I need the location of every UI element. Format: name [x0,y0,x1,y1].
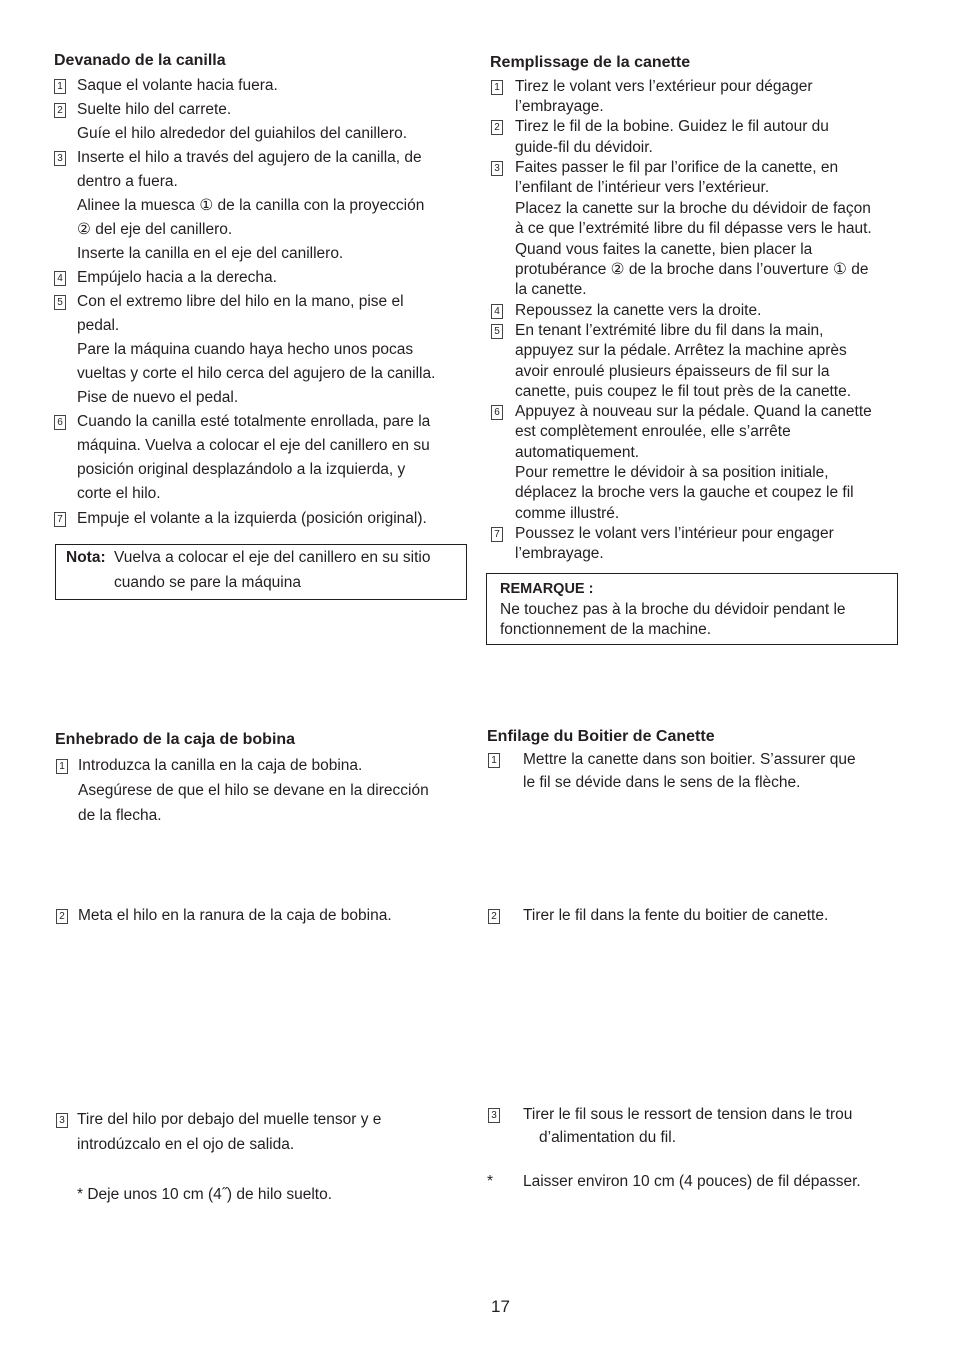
es-winding-step-2-number: 2 [54,103,66,118]
es-threading-step-1-text: Asegúrese de que el hilo se devane en la dirección [78,782,429,799]
fr-winding-step-1-text: Tirez le volant vers l’extérieur pour dégager [515,78,813,95]
fr-winding-step-4-number: 4 [491,304,503,319]
es-threading-step-2-text: Meta el hilo en la ranura de la caja de bobina. [78,907,392,924]
fr-winding-step-3-text: Placez la canette sur la broche du dévidoir de façon [515,200,871,217]
es-winding-step-3-text: Inserte la canilla en el eje del canillero. [77,245,344,262]
es-winding-step-1-number: 1 [54,79,66,94]
fr-winding-step-7-text: Poussez le volant vers l’intérieur pour engager [515,525,834,542]
es-winding-step-5-text: Con el extremo libre del hilo en la mano, pise el [77,293,404,310]
fr-threading-footnote: Laisser environ 10 cm (4 pouces) de fil dépasser. [523,1173,861,1190]
es-winding-step-3-text: ② del eje del canillero. [77,221,233,238]
es-threading-footnote: * Deje unos 10 cm (4˝) de hilo suelto. [77,1186,333,1203]
fr-winding-step-3-text: à ce que l’extrémité libre du fil dépasse vers le haut. [515,220,872,237]
fr-winding-step-5-text: canette, puis coupez le fil tout près de la canette. [515,383,852,400]
es-winding-step-3-number: 3 [54,151,66,166]
es-winding-step-5-text: Pare la máquina cuando haya hecho unos pocas [77,341,414,358]
es-threading-step-1-text: Introduzca la canilla en la caja de bobina. [78,757,363,774]
fr-threading-step-3-text: d’alimentation du fil. [539,1129,676,1146]
es-winding-step-6-text: posición original desplazándolo a la izquierda, y [77,461,406,478]
es-winding-step-6-text: corte el hilo. [77,485,161,502]
fr-threading-step-1-text: le fil se dévide dans le sens de la flèche. [523,774,801,791]
fr-winding-step-3-number: 3 [491,161,503,176]
es-winding-step-5-number: 5 [54,295,66,310]
fr-remark-text: fonctionnement de la machine. [500,621,712,638]
fr-winding-step-6-text: déplacez la broche vers la gauche et coupez le fil [515,484,854,501]
es-winding-step-5-text: pedal. [77,317,120,334]
fr-winding-step-7-number: 7 [491,527,503,542]
fr-winding-step-6-text: Appuyez à nouveau sur la pédale. Quand la canette [515,403,872,420]
fr-winding-step-5-text: appuyez sur la pédale. Arrêtez la machine après [515,342,847,359]
fr-winding-step-6-number: 6 [491,405,503,420]
es-note-label: Nota: [66,549,106,566]
fr-winding-step-3-text: Quand vous faites la canette, bien placer la [515,241,813,258]
es-threading-step-3-number: 3 [56,1113,68,1128]
fr-threading-step-2-text: Tirer le fil dans la fente du boitier de canette. [523,907,829,924]
es-note-text: Vuelva a colocar el eje del canillero en su sitio [114,549,431,566]
fr-winding-step-3-text: l’enfilant de l’intérieur vers l’extérieur. [515,179,770,196]
fr-winding-step-2-text: Tirez le fil de la bobine. Guidez le fil autour du [515,118,829,135]
fr-winding-step-3-text: Faites passer le fil par l’orifice de la canette, en [515,159,839,176]
es-winding-step-1-text: Saque el volante hacia fuera. [77,77,278,94]
es-threading-step-1-number: 1 [56,759,68,774]
es-threading-step-1-text: de la flecha. [78,807,162,824]
es-winding-step-3-text: Alinee la muesca ① de la canilla con la proyección [77,197,425,214]
fr-winding-step-3-text: protubérance ② de la broche dans l’ouverture ① de [515,261,869,278]
fr-winding-step-6-text: automatiquement. [515,444,640,461]
es-winding-step-6-text: Cuando la canilla esté totalmente enrollada, pare la [77,413,431,430]
fr-threading-title: Enfilage du Boitier de Canette [487,728,715,745]
fr-winding-step-2-text: guide-fil du dévidoir. [515,139,653,156]
fr-threading-step-1-text: Mettre la canette dans son boitier. S’assurer que [523,751,856,768]
fr-remark-text: Ne touchez pas à la broche du dévidoir pendant le [500,601,846,618]
fr-winding-title: Remplissage de la canette [490,54,691,71]
es-threading-step-2-number: 2 [56,909,68,924]
es-winding-step-7-text: Empuje el volante a la izquierda (posición original). [77,510,427,527]
fr-threading-step-3-number: 3 [488,1108,500,1123]
fr-winding-step-6-text: comme illustré. [515,505,620,522]
fr-remark-label: REMARQUE : [500,581,594,597]
fr-winding-step-3-text: la canette. [515,281,587,298]
es-threading-step-3-text: introdúzcalo en el ojo de salida. [77,1136,295,1153]
fr-winding-step-6-text: est complètement enroulée, elle s’arrête [515,423,791,440]
es-winding-step-3-text: Inserte el hilo a través del agujero de la canilla, de [77,149,422,166]
es-winding-step-7-number: 7 [54,512,66,527]
fr-threading-step-1-number: 1 [488,753,500,768]
fr-threading-step-3-text: Tirer le fil sous le ressort de tension dans le trou [523,1106,853,1123]
fr-winding-step-5-text: En tenant l’extrémité libre du fil dans la main, [515,322,824,339]
es-winding-step-4-number: 4 [54,271,66,286]
fr-threading-step-2-number: 2 [488,909,500,924]
es-winding-step-6-text: máquina. Vuelva a colocar el eje del canillero en su [77,437,430,454]
es-winding-step-4-text: Empújelo hacia a la derecha. [77,269,277,286]
es-winding-step-5-text: vueltas y corte el hilo cerca del agujero de la canilla. [77,365,436,382]
fr-winding-step-1-text: l’embrayage. [515,98,604,115]
es-winding-step-2-text: Suelte hilo del carrete. [77,101,232,118]
page-number: 17 [491,1297,510,1316]
es-winding-step-3-text: dentro a fuera. [77,173,178,190]
es-winding-step-2-text: Guíe el hilo alrededor del guiahilos del canillero. [77,125,408,142]
es-threading-title: Enhebrado de la caja de bobina [55,731,296,748]
es-winding-step-6-number: 6 [54,415,66,430]
fr-winding-step-5-number: 5 [491,324,503,339]
es-note-text: cuando se pare la máquina [114,574,301,591]
fr-threading-footnote-mark: * [487,1173,494,1190]
fr-winding-step-2-number: 2 [491,120,503,135]
fr-winding-step-6-text: Pour remettre le dévidoir à sa position initiale, [515,464,829,481]
fr-winding-step-1-number: 1 [491,80,503,95]
es-threading-step-3-text: Tire del hilo por debajo del muelle tensor y e [77,1111,382,1128]
fr-winding-step-7-text: l’embrayage. [515,545,604,562]
fr-winding-step-4-text: Repoussez la canette vers la droite. [515,302,762,319]
fr-winding-step-5-text: avoir enroulé plusieurs épaisseurs de fil sur la [515,363,830,380]
es-winding-title: Devanado de la canilla [54,52,226,69]
es-winding-step-5-text: Pise de nuevo el pedal. [77,389,239,406]
